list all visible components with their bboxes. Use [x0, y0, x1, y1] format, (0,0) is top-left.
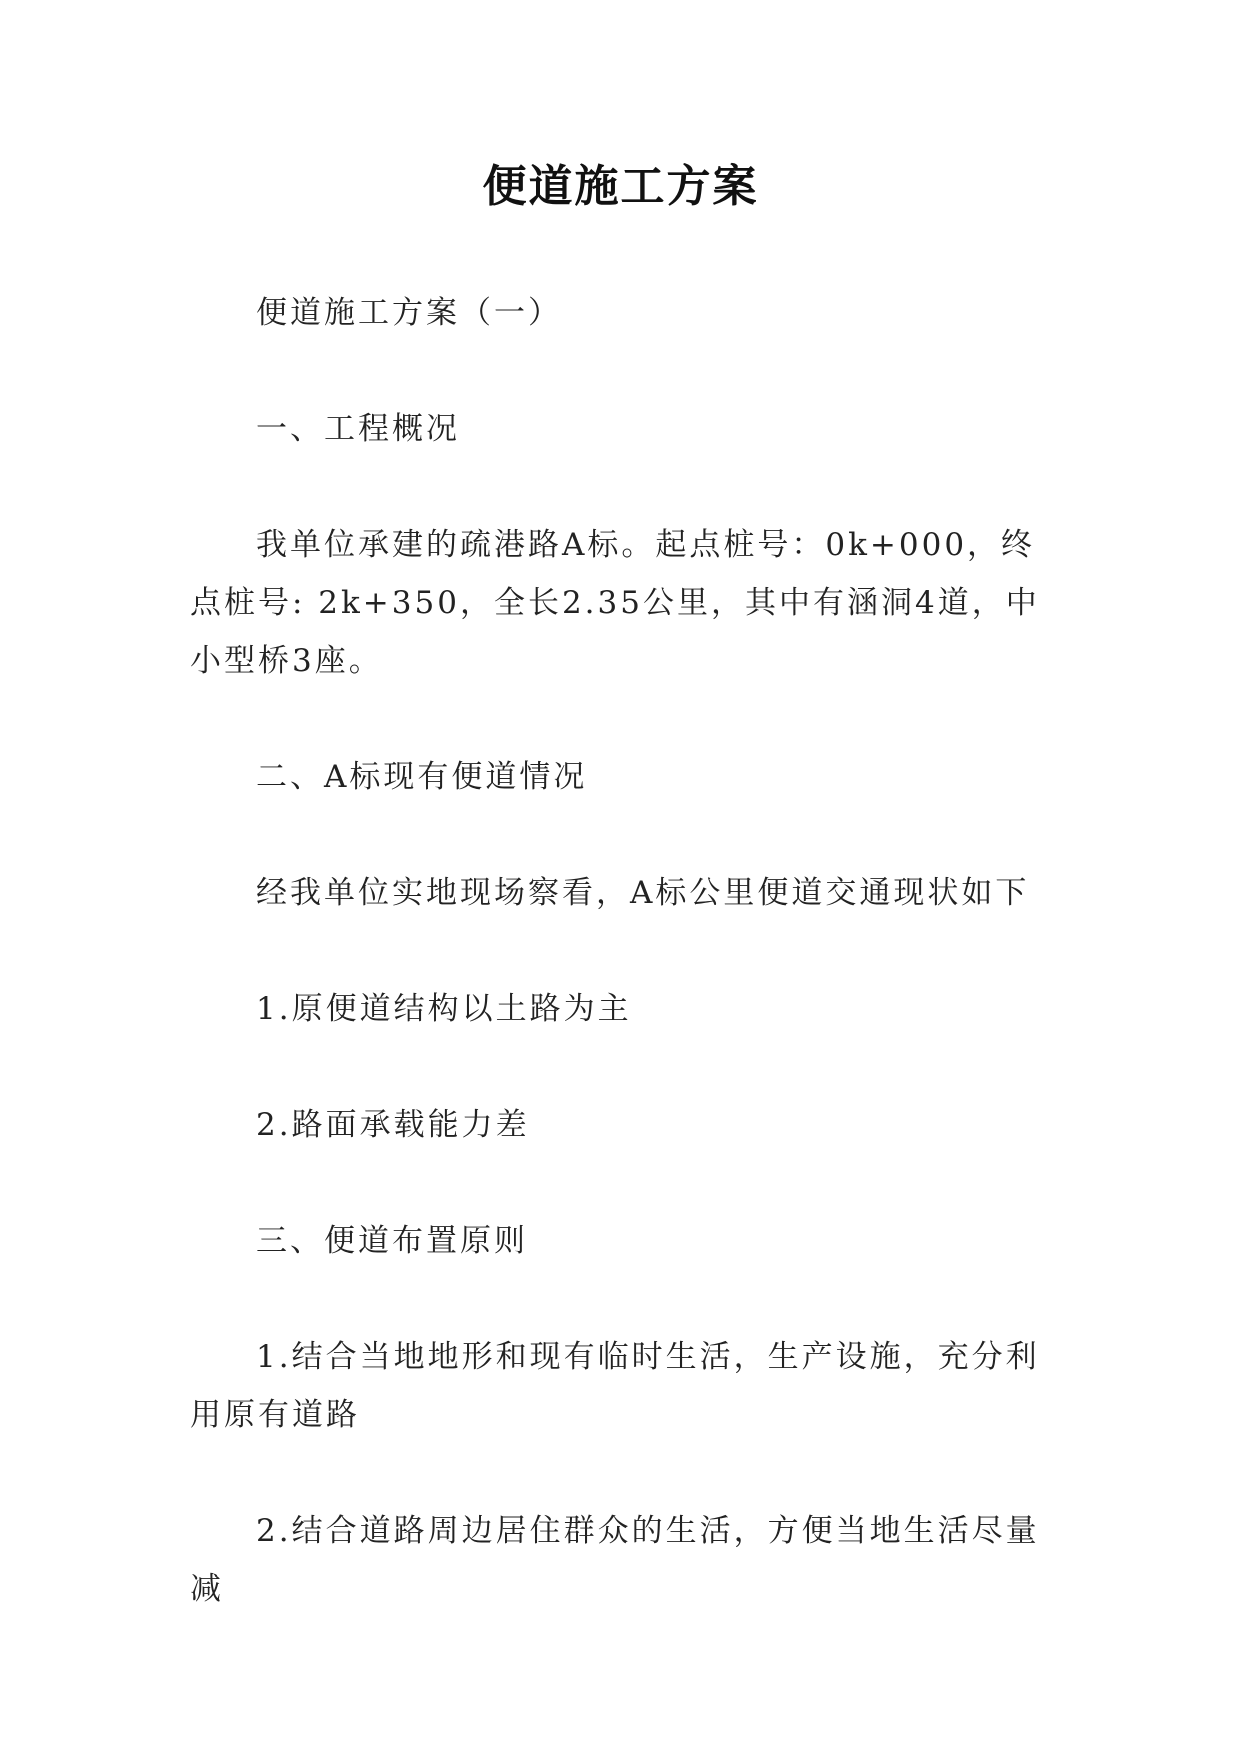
- paragraph-heading-3: 三、便道布置原则: [256, 1223, 528, 1259]
- paragraph-heading-1: 一、工程概况: [256, 411, 460, 447]
- paragraph-subtitle: 便道施工方案（一）: [256, 295, 562, 331]
- document-title: 便道施工方案: [482, 161, 759, 212]
- paragraph-heading-2: 二、A标现有便道情况: [256, 759, 588, 795]
- paragraph-principle-1: 1.结合当地地形和现有临时生活，生产设施，充分利用原有道路: [190, 1339, 1040, 1433]
- paragraph-survey: 经我单位实地现场察看，A标公里便道交通现状如下: [256, 875, 1030, 911]
- paragraph-principle-2: 2.结合道路周边居住群众的生活，方便当地生活尽量减: [190, 1513, 1040, 1607]
- paragraph-item-1: 1.原便道结构以土路为主: [256, 991, 632, 1027]
- paragraph-project-overview: 我单位承建的疏港路A标。起点桩号：0k+000，终点桩号: 2k+350，全长2.35公里，其中有涵洞4道，中小型桥3座。: [190, 527, 1040, 679]
- paragraph-item-2: 2.路面承载能力差: [256, 1107, 530, 1143]
